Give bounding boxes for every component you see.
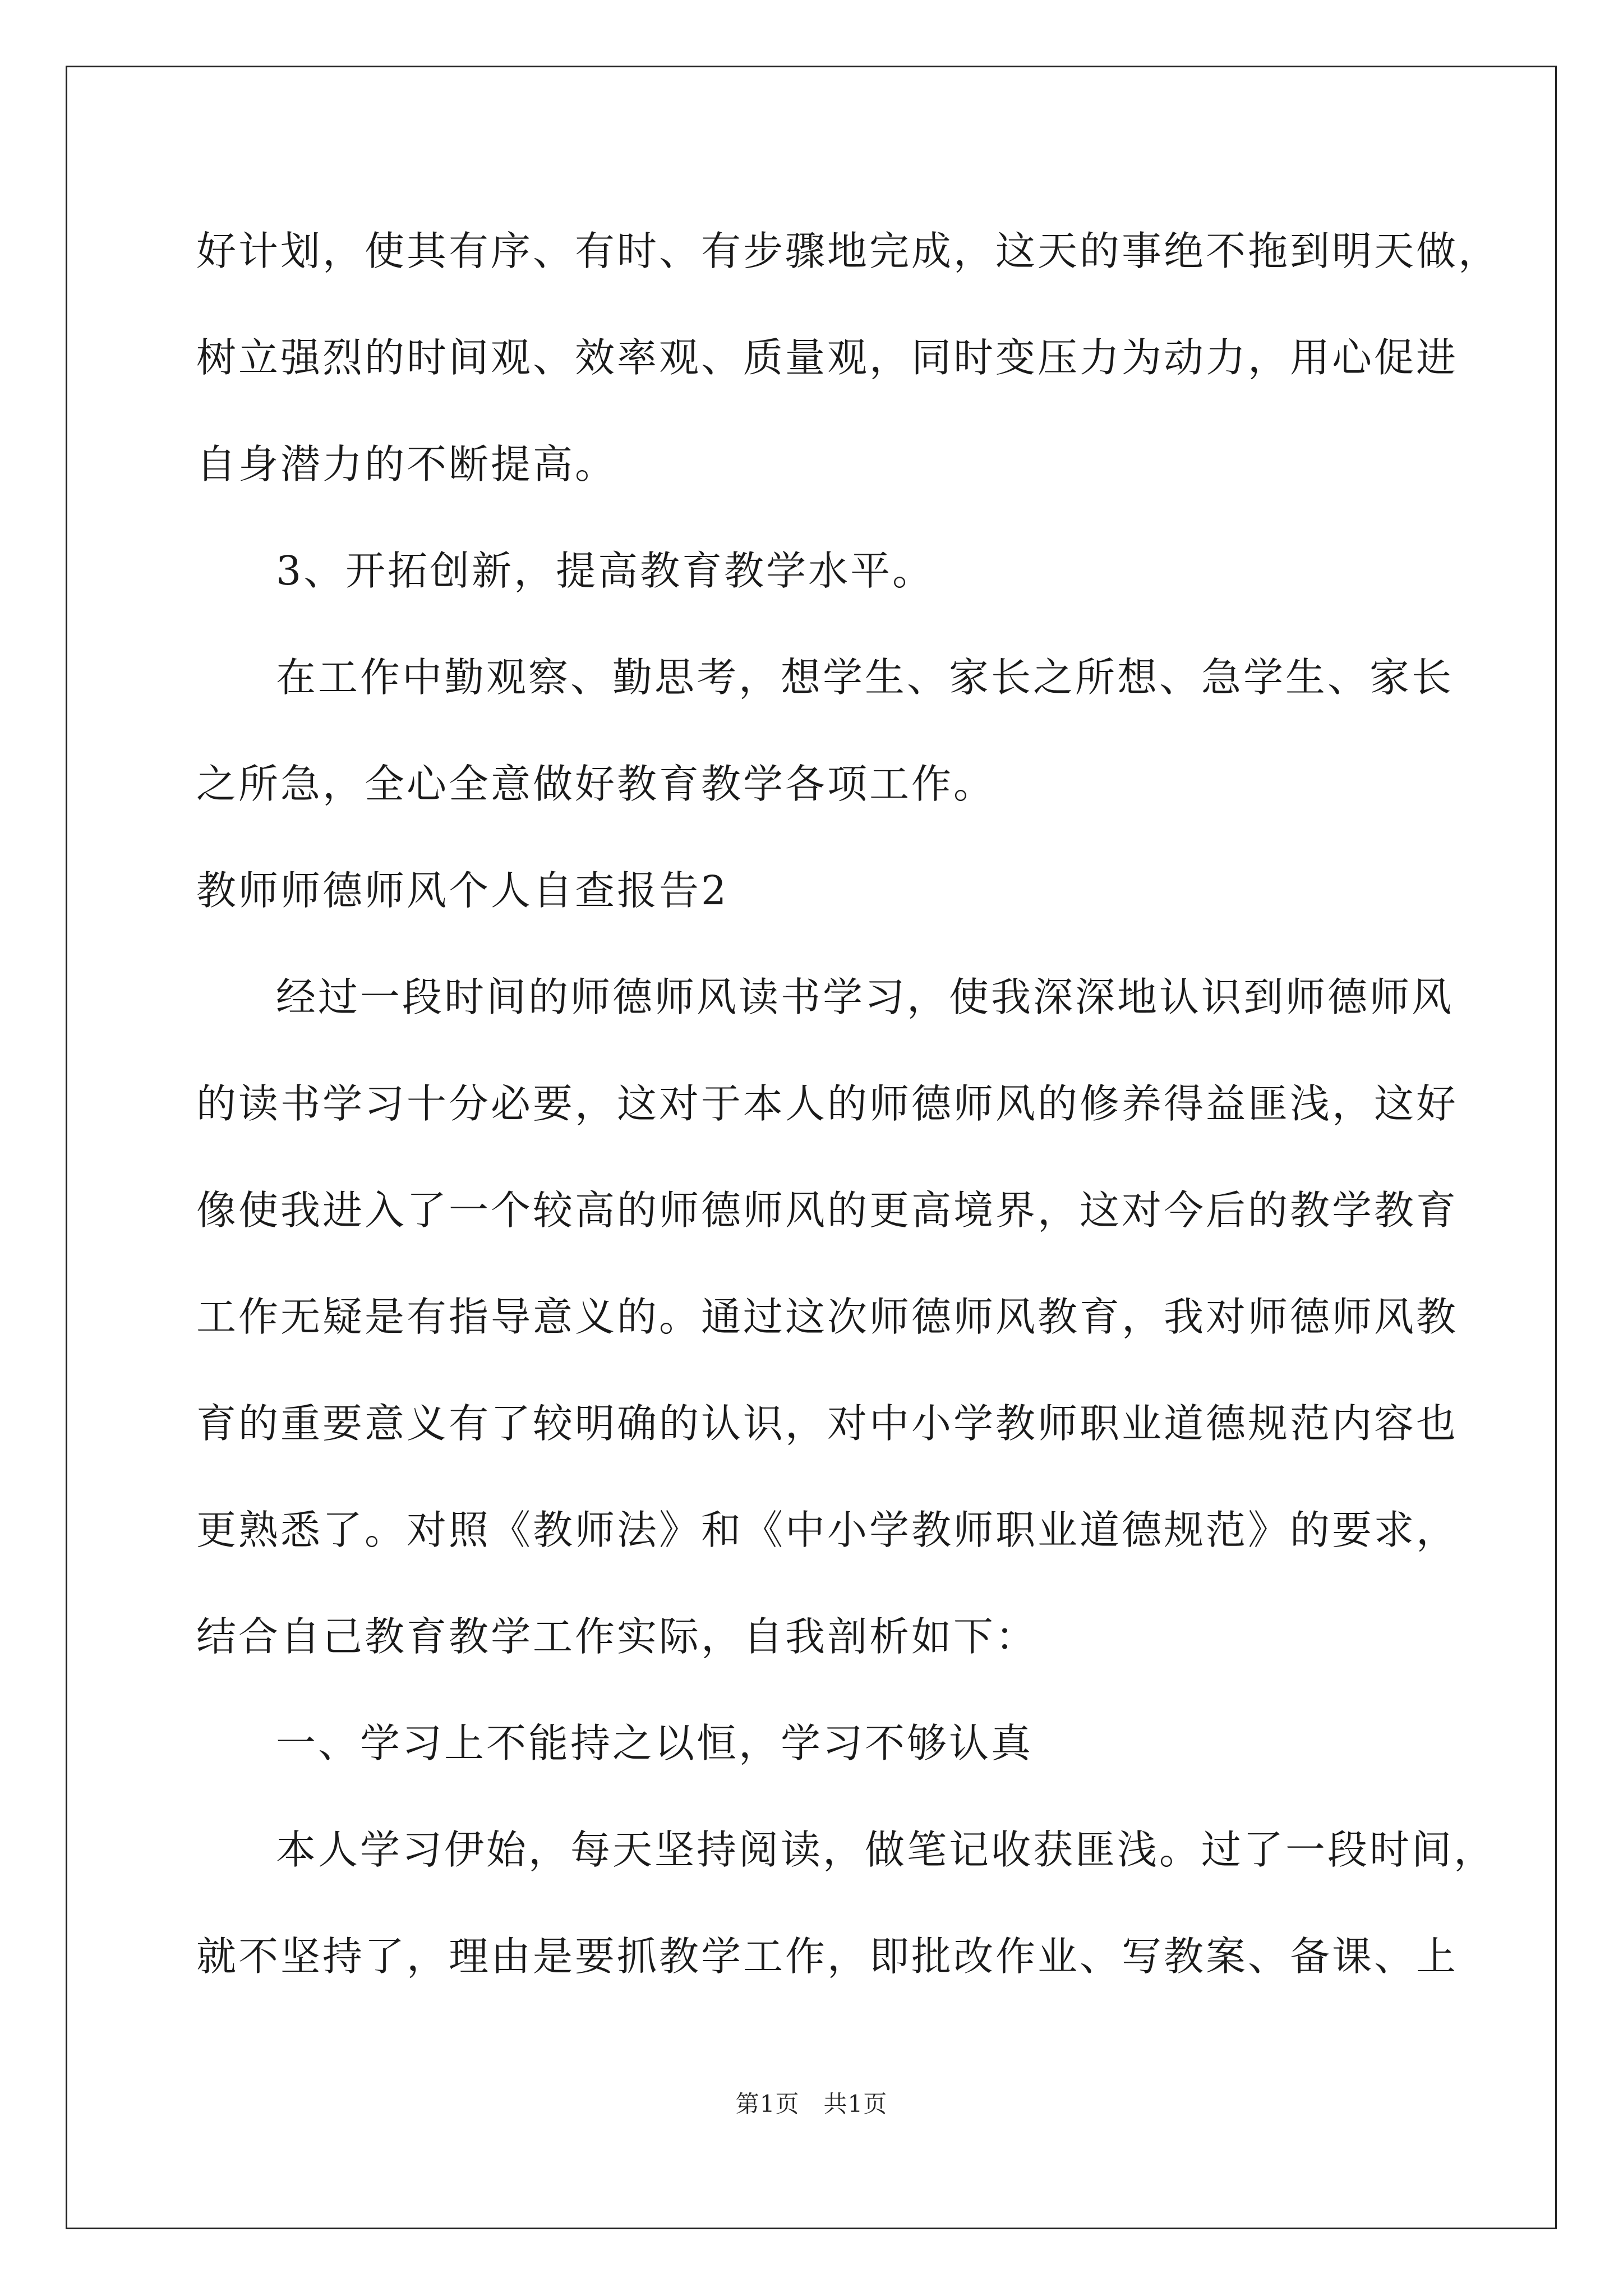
- text-line: 工作无疑是有指导意义的。通过这次师德师风教育，我对师德师风教: [196, 1294, 1459, 1340]
- section-heading: 3、开拓创新，提高教育教学水平。: [276, 547, 935, 594]
- text-line: 结合自己教育教学工作实际，自我剖析如下：: [196, 1613, 1038, 1660]
- section-heading: 一、学习上不能持之以恒，学习不够认真: [276, 1720, 1034, 1766]
- text-line: 之所急，全心全意做好教育教学各项工作。: [196, 761, 996, 807]
- report-title: 教师师德师风个人自查报告2: [196, 867, 729, 914]
- text-line: 就不坚持了，理由是要抓教学工作，即批改作业、写教案、备课、上: [196, 1933, 1459, 1980]
- text-line: 本人学习伊始，每天坚持阅读，做笔记收获匪浅。过了一段时间，: [276, 1826, 1496, 1873]
- text-line: 树立强烈的时间观、效率观、质量观，同时变压力为动力，用心促进: [196, 334, 1459, 381]
- text-line: 的读书学习十分必要，这对于本人的师德师风的修养得益匪浅，这好: [196, 1080, 1459, 1127]
- text-line: 好计划，使其有序、有时、有步骤地完成，这天的事绝不拖到明天做，: [196, 228, 1501, 274]
- text-line: 自身潜力的不断提高。: [196, 441, 617, 487]
- text-line: 在工作中勤观察、勤思考，想学生、家长之所想、急学生、家长: [276, 654, 1454, 701]
- page-number-footer: 第1页 共1页: [735, 2090, 888, 2118]
- text-line: 像使我进入了一个较高的师德师风的更高境界，这对今后的教学教育: [196, 1187, 1459, 1234]
- text-line: 更熟悉了。对照《教师法》和《中小学教师职业道德规范》的要求，: [196, 1507, 1459, 1553]
- text-line: 经过一段时间的师德师风读书学习，使我深深地认识到师德师风: [276, 974, 1454, 1020]
- text-line: 育的重要意义有了较明确的认识，对中小学教师职业道德规范内容也: [196, 1400, 1459, 1447]
